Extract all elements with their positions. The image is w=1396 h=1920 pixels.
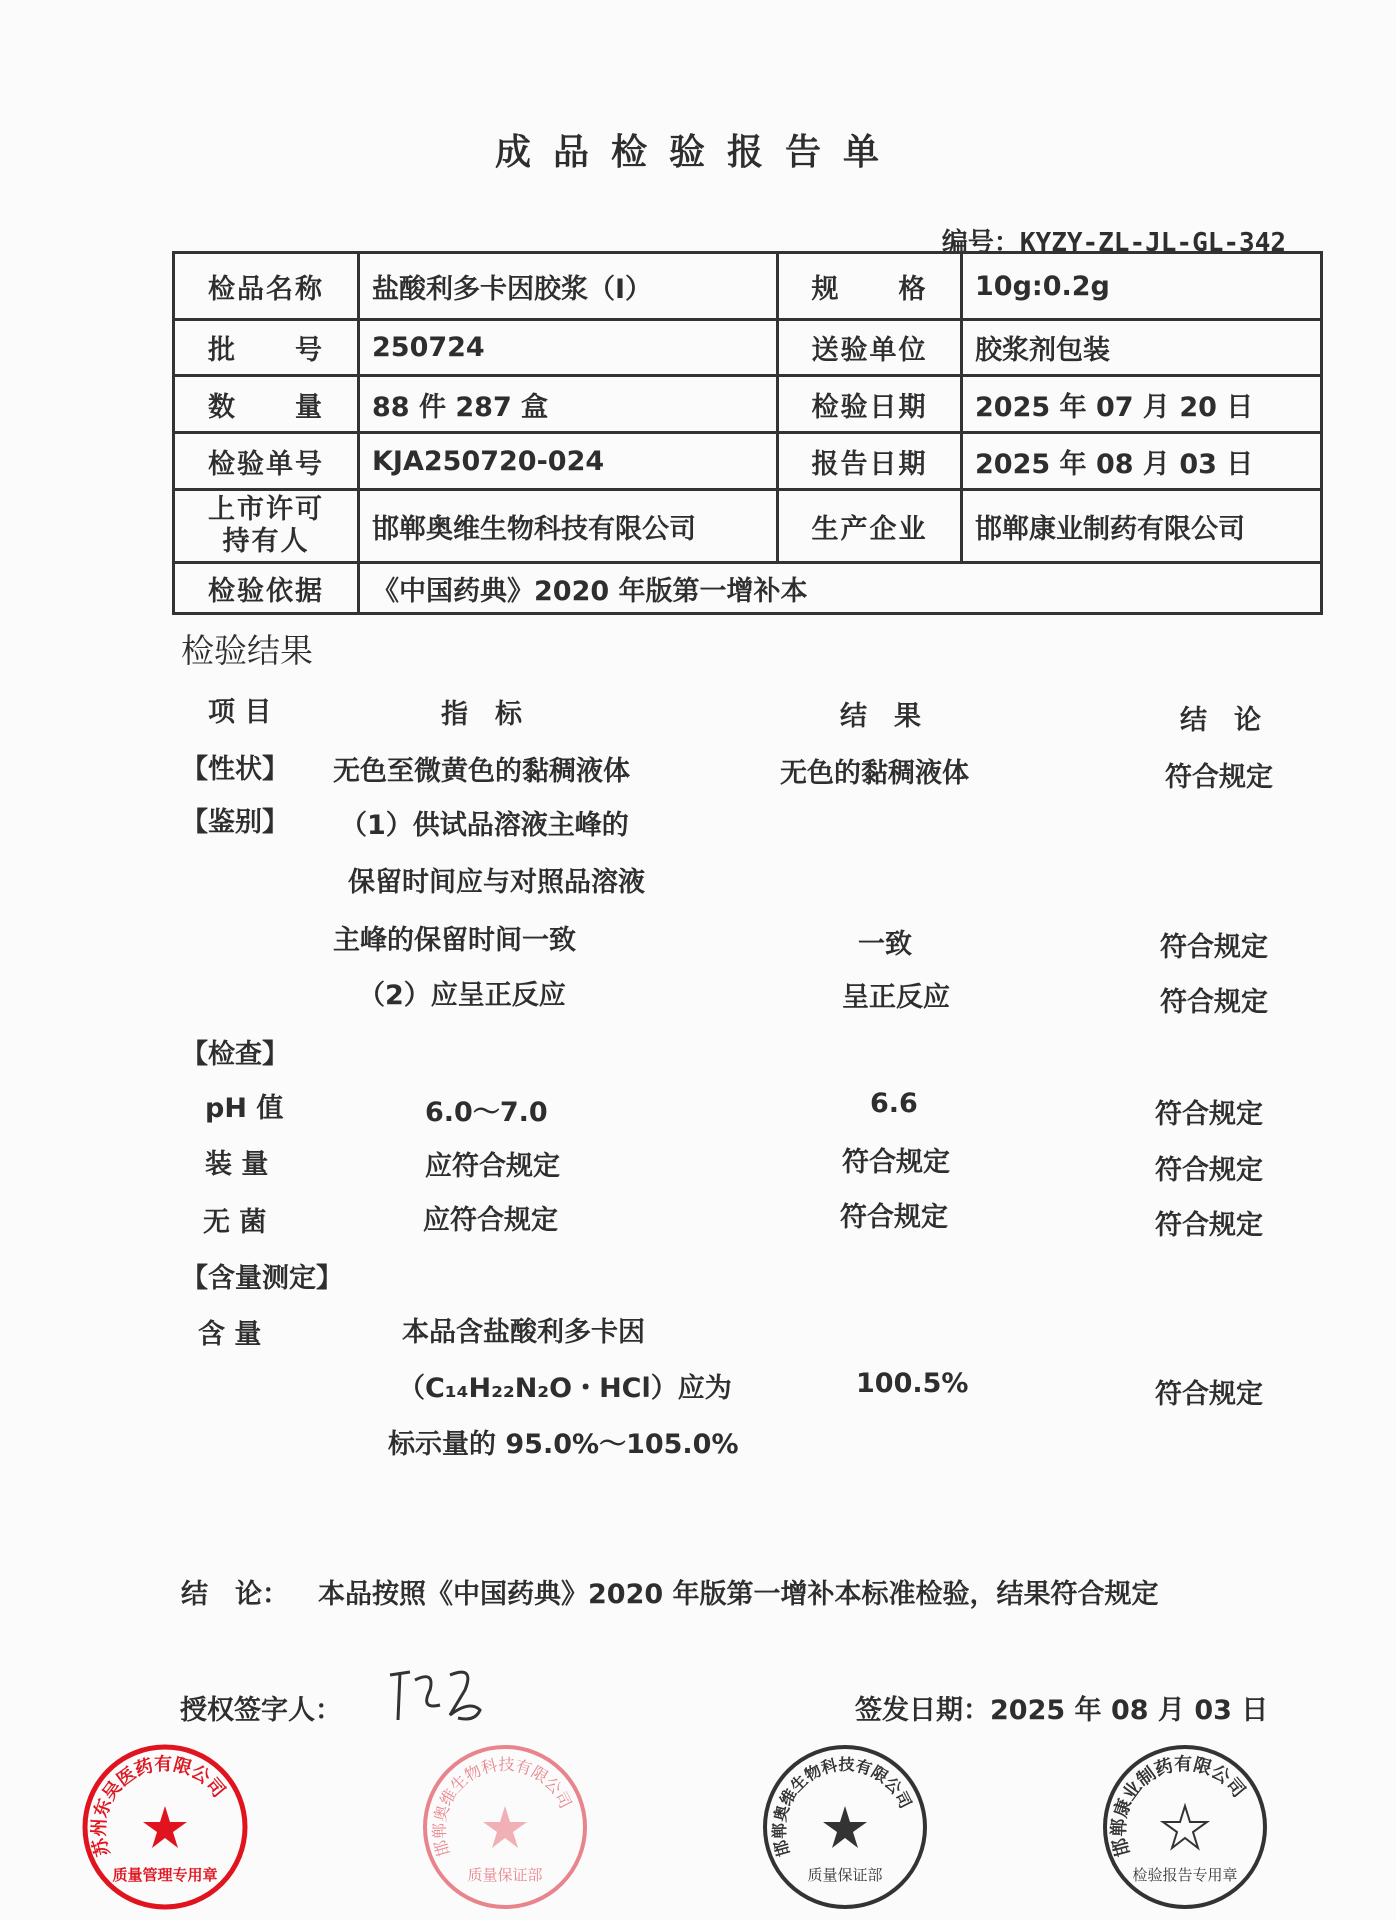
label-test-no: 检验单号 [174, 433, 359, 490]
svg-text:邯郸奥维生物科技有限公司: 邯郸奥维生物科技有限公司 [769, 1754, 916, 1859]
document-code: 编号：KYZY-ZL-JL-GL-342 [941, 228, 1286, 258]
result-text: 100.5% [856, 1368, 969, 1399]
result-text: 无色的黏稠液体 [780, 758, 969, 789]
test-date: 2025 年 07 月 20 日 [962, 376, 1322, 433]
label-basis: 检验依据 [174, 563, 359, 614]
svg-text:苏州东吴医药有限公司: 苏州东吴医药有限公司 [88, 1753, 230, 1859]
spec-text: （2）应呈正反应 [358, 980, 566, 1011]
conclusion-text: 符合规定 [1155, 1379, 1263, 1410]
batch: 250724 [359, 320, 778, 376]
spec-text: （C₁₄H₂₂N₂O・HCl）应为 [398, 1373, 732, 1404]
holder: 邯郸奥维生物科技有限公司 [359, 490, 778, 563]
conclusion-text: 符合规定 [1155, 1099, 1263, 1130]
spec-text: 6.0～7.0 [425, 1097, 548, 1128]
label-holder: 上市许可持有人 [174, 490, 359, 563]
quality-management-seal [80, 1742, 250, 1912]
spec: 10g:0.2g [962, 253, 1322, 320]
conclusion-text: 符合规定 [1155, 1210, 1263, 1241]
svg-text:质量保证部: 质量保证部 [807, 1866, 883, 1884]
conclusion-text: 符合规定 [1160, 987, 1268, 1018]
item-text: 无 菌 [203, 1207, 267, 1238]
result-text: 呈正反应 [842, 982, 950, 1013]
inspection-report-seal [1100, 1742, 1270, 1912]
test-no: KJA250720-024 [359, 433, 778, 490]
result-text: 符合规定 [840, 1202, 948, 1233]
svg-text:邯郸奥维生物科技有限公司: 邯郸奥维生物科技有限公司 [429, 1754, 576, 1859]
label-report-date: 报告日期 [778, 433, 962, 490]
spec-text: 无色至微黄色的黏稠液体 [333, 756, 630, 787]
header-result: 结 果 [840, 701, 921, 732]
label-test-date: 检验日期 [778, 376, 962, 433]
svg-text:邯郸康业制药有限公司: 邯郸康业制药有限公司 [1108, 1753, 1250, 1859]
result-text: 一致 [858, 929, 912, 960]
item-text: pH 值 [205, 1093, 284, 1124]
label-spec: 规 格 [778, 253, 962, 320]
result-text: 符合规定 [842, 1147, 950, 1178]
conclusion-statement: 本品按照《中国药典》2020 年版第一增补本标准检验，结果符合规定 [318, 1579, 1159, 1610]
spec-text: 应符合规定 [423, 1205, 558, 1236]
header-conclusion: 结 论 [1180, 705, 1261, 736]
header-item: 项 目 [208, 697, 272, 728]
manufacturer: 邯郸康业制药有限公司 [962, 490, 1322, 563]
quality-assurance-seal [760, 1742, 930, 1912]
basis: 《中国药典》2020 年版第一增补本 [359, 563, 1322, 614]
spec-text: 标示量的 95.0%～105.0% [388, 1429, 739, 1460]
spec-text: 应符合规定 [425, 1151, 560, 1182]
results-title: 检验结果 [181, 631, 313, 670]
conclusion-text: 符合规定 [1160, 932, 1268, 963]
submitter: 胶浆剂包装 [962, 320, 1322, 376]
header-spec: 指 标 [441, 699, 522, 730]
info-table [172, 251, 1323, 615]
label-quantity: 数 量 [174, 376, 359, 433]
svg-text:检验报告专用章: 检验报告专用章 [1132, 1866, 1238, 1884]
svg-text:质量管理专用章: 质量管理专用章 [112, 1866, 218, 1884]
label-product-name: 检品名称 [174, 253, 359, 320]
spec-text: 主峰的保留时间一致 [333, 925, 576, 956]
svg-text:质量保证部: 质量保证部 [467, 1866, 543, 1884]
item-hanliang-section: 【含量测定】 [181, 1263, 343, 1294]
label-submitter: 送验单位 [778, 320, 962, 376]
item-jianbie: 【鉴别】 [181, 807, 289, 838]
red-faint-seal [420, 1742, 590, 1912]
item-jiancha: 【检查】 [181, 1039, 289, 1070]
item-text: 含 量 [198, 1319, 262, 1350]
result-text: 6.6 [870, 1088, 918, 1119]
report-date: 2025 年 08 月 03 日 [962, 433, 1322, 490]
document-title: 成品检验报告单 [494, 132, 901, 173]
spec-text: 本品含盐酸利多卡因 [402, 1317, 645, 1348]
product-name: 盐酸利多卡因胶浆（Ⅰ） [359, 253, 778, 320]
item-text: 装 量 [205, 1149, 269, 1180]
conclusion-text: 符合规定 [1155, 1155, 1263, 1186]
signature [380, 1660, 500, 1730]
spec-text: （1）供试品溶液主峰的 [340, 810, 629, 841]
conclusion-label: 结 论： [181, 1579, 289, 1610]
spec-text: 保留时间应与对照品溶液 [348, 867, 645, 898]
label-manufacturer: 生产企业 [778, 490, 962, 563]
conclusion-text: 符合规定 [1165, 762, 1273, 793]
item-xingzhuang: 【性状】 [181, 754, 289, 785]
signer-label: 授权签字人： [180, 1695, 342, 1726]
label-batch: 批 号 [174, 320, 359, 376]
issue-date: 签发日期：2025 年 08 月 03 日 [855, 1695, 1269, 1726]
quantity: 88 件 287 盒 [359, 376, 778, 433]
